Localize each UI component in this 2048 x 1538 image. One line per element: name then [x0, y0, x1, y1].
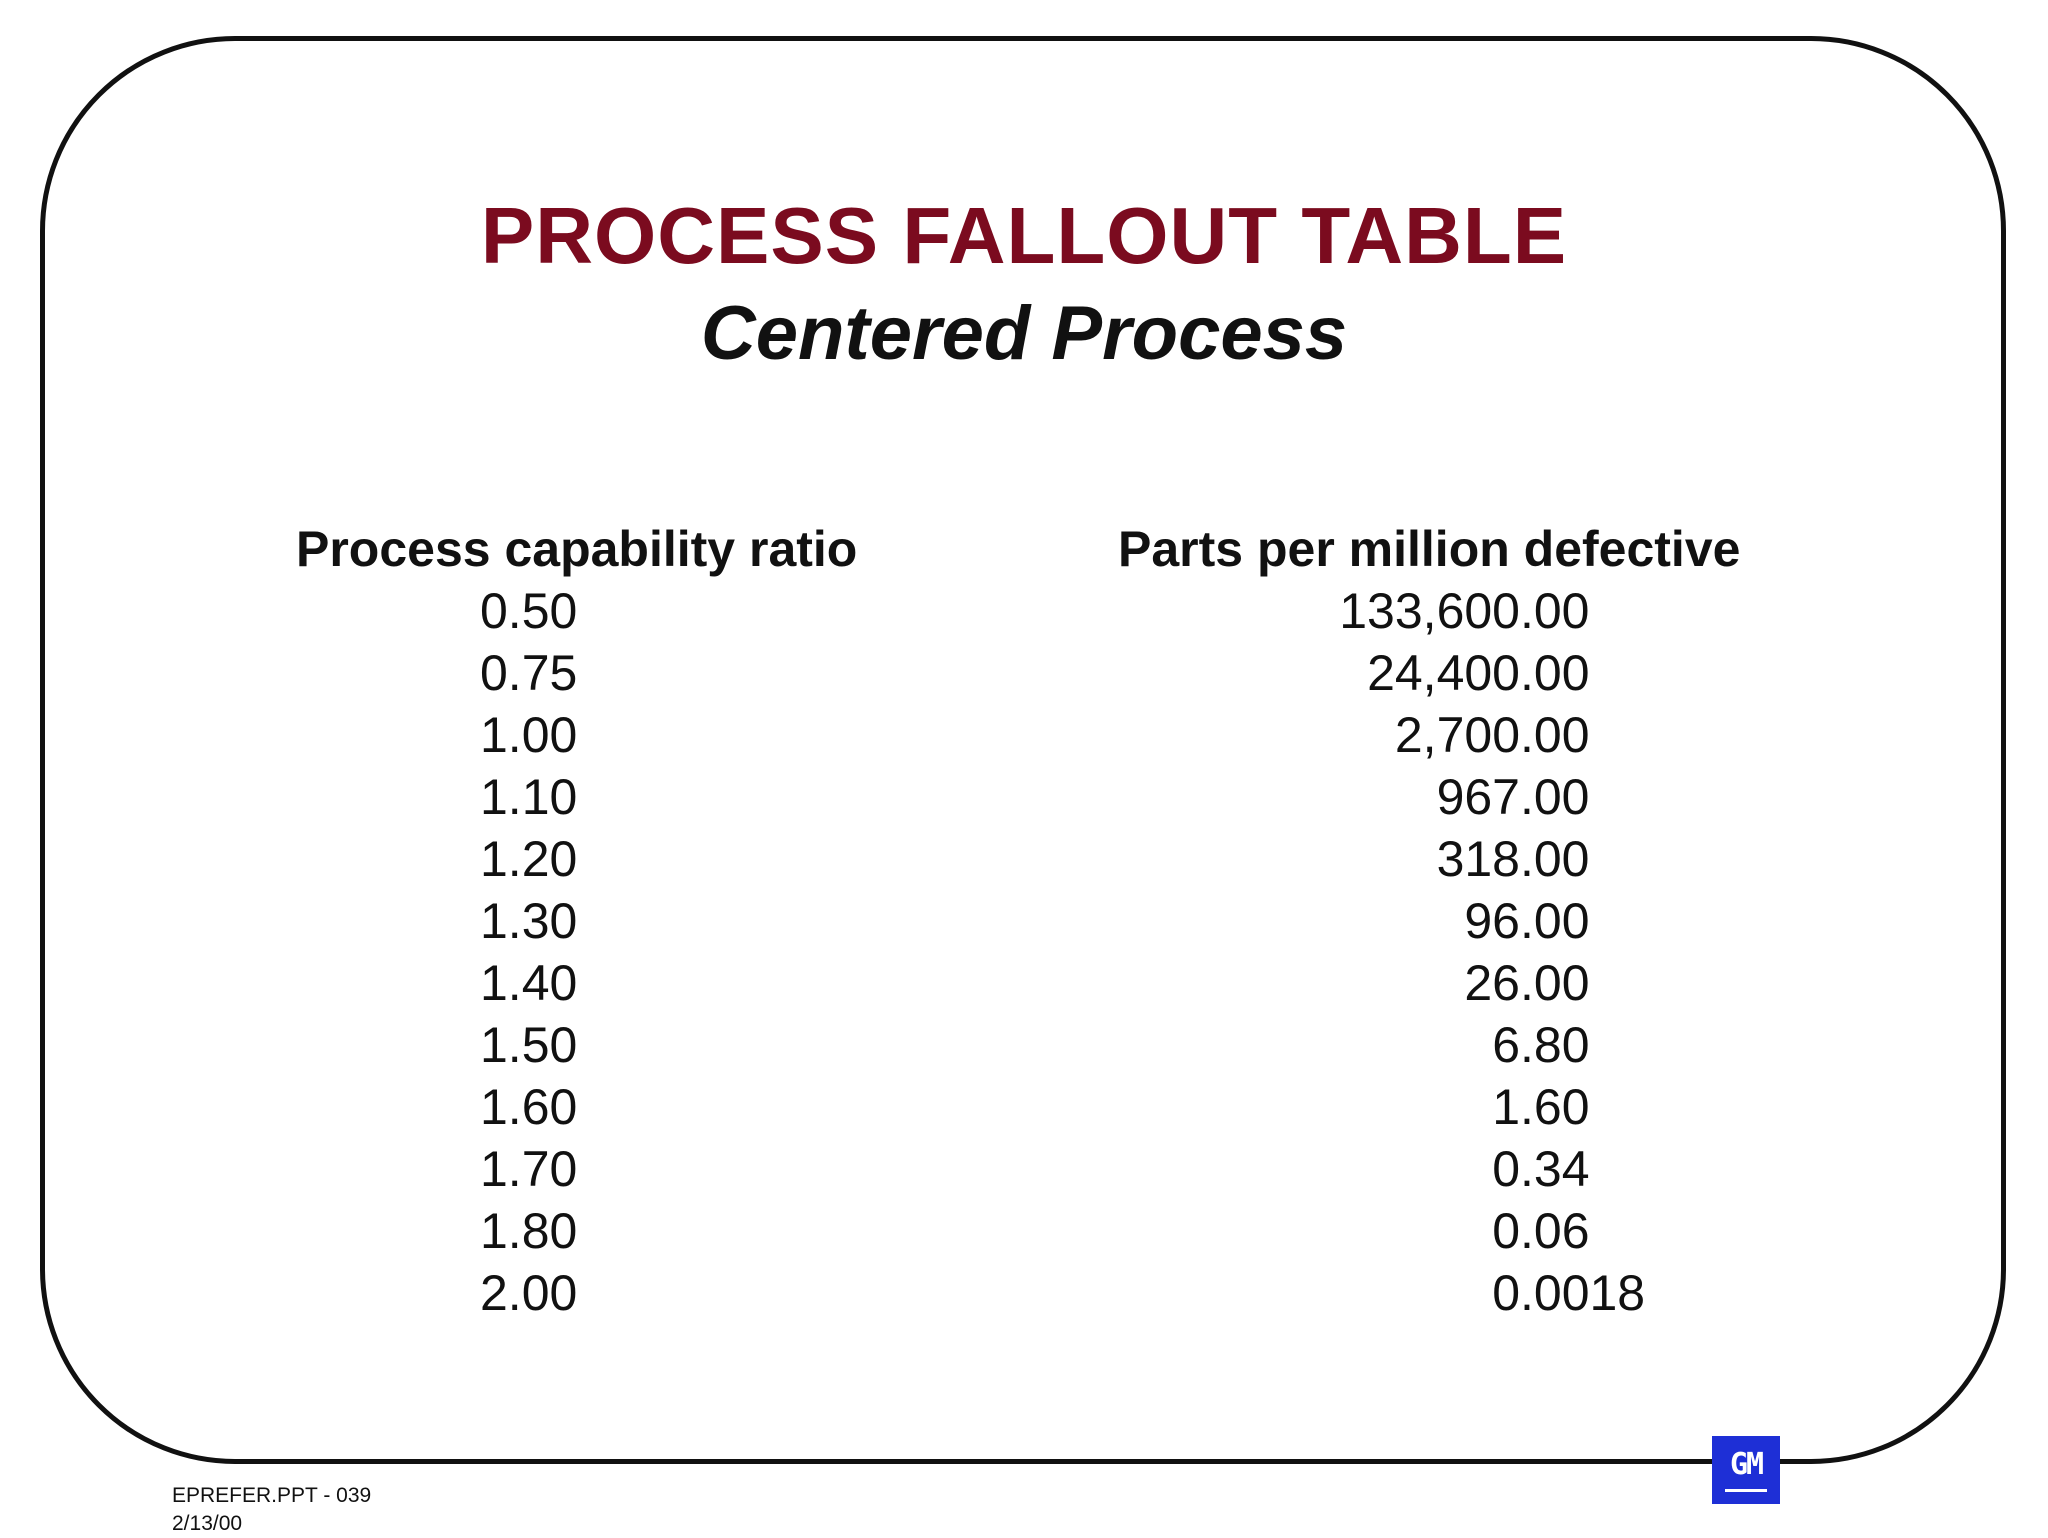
footer-date: 2/13/00	[172, 1512, 243, 1535]
ppm-value: 0.0018	[1492, 1265, 1646, 1321]
ppm-value: 133,600.00	[1339, 583, 1590, 639]
table-row	[0, 1016, 2048, 1078]
table-row	[0, 830, 2048, 892]
table-row	[0, 1078, 2048, 1140]
table-row	[0, 644, 2048, 706]
ratio-cell: 1.40	[480, 955, 578, 1011]
fallout-table	[0, 582, 2048, 1326]
ppm-value: 318.00	[1436, 831, 1590, 887]
ratio-cell: 0.50	[480, 583, 578, 639]
table-row	[0, 954, 2048, 1016]
column-header-ratio: Process capability ratio	[296, 521, 858, 577]
table-row	[0, 892, 2048, 954]
ratio-cell: 1.80	[480, 1203, 578, 1259]
ratio-cell: 1.60	[480, 1079, 578, 1135]
gm-logo-text: GM	[1729, 1447, 1763, 1482]
ppm-value: 6.80	[1492, 1017, 1590, 1073]
gm-logo-underline	[1725, 1489, 1767, 1492]
table-row	[0, 706, 2048, 768]
ratio-cell: 1.10	[480, 769, 578, 825]
slide-footer	[172, 1482, 371, 1538]
ratio-cell: 1.20	[480, 831, 578, 887]
ppm-value: 2,700.00	[1394, 707, 1590, 763]
table-row	[0, 1202, 2048, 1264]
column-header-ppm: Parts per million defective	[1118, 521, 1741, 577]
ppm-value: 0.34	[1492, 1141, 1590, 1197]
ratio-cell: 2.00	[480, 1265, 578, 1321]
ratio-cell: 1.70	[480, 1141, 578, 1197]
table-row	[0, 768, 2048, 830]
gm-logo	[1712, 1436, 1780, 1504]
ppm-value: 967.00	[1436, 769, 1590, 825]
table-row	[0, 1140, 2048, 1202]
ratio-cell: 1.50	[480, 1017, 578, 1073]
ppm-value: 1.60	[1492, 1079, 1590, 1135]
ratio-cell: 0.75	[480, 645, 578, 701]
table-row	[0, 1264, 2048, 1326]
footer-file-label: EPREFER.PPT - 039	[172, 1484, 372, 1507]
ppm-value: 96.00	[1464, 893, 1590, 949]
ppm-value: 24,400.00	[1367, 645, 1590, 701]
ppm-value: 0.06	[1492, 1203, 1590, 1259]
ratio-cell: 1.00	[480, 707, 578, 763]
slide-title: PROCESS FALLOUT TABLE	[480, 191, 1568, 280]
ppm-value: 26.00	[1464, 955, 1590, 1011]
table-row	[0, 582, 2048, 644]
ratio-cell: 1.30	[480, 893, 578, 949]
slide-subtitle: Centered Process	[700, 291, 1348, 376]
